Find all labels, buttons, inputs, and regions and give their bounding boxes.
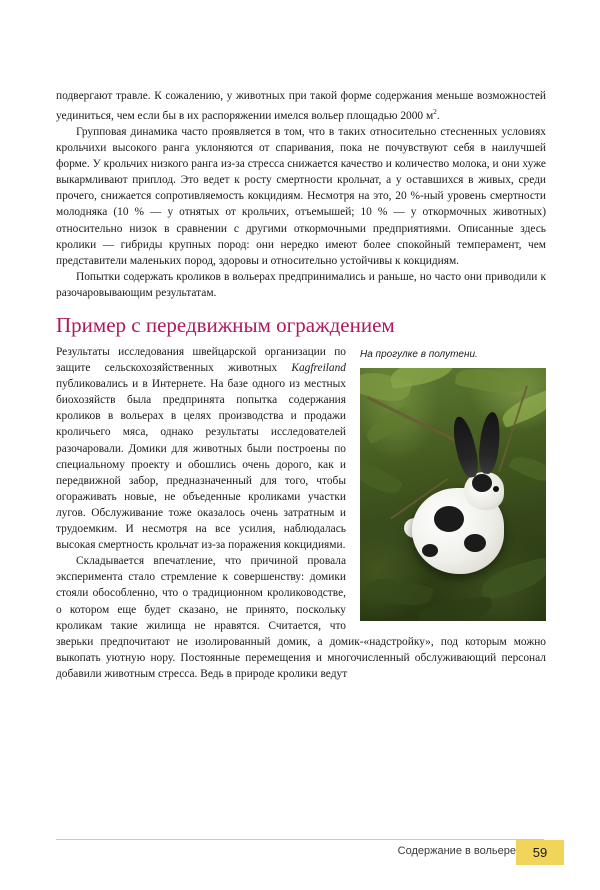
footer-divider: [56, 839, 544, 840]
paragraph-1-tail: .: [436, 109, 440, 122]
superscript-square: 2: [433, 107, 437, 117]
figure-caption: На прогулке в полутени.: [360, 349, 478, 361]
paragraph-4-part2: публиковались и в Интернете. На базе одного из местных биохозяйств была предпринята попытка содержания кроликов в вольерах в целях производства и продажи кроличьего мяса, однако результаты исследователей разочаровали. Домики для животных были построены по специальному проекту и обошлись очень дорого, как и передвижной забор, предназначенный для того, чтобы огораживать новые, не объеденные кроликами участки лугов. Обслуживание тоже оказалось очень затратным и трудоемким. И несмотря на все усилия, наблюдалась высокая смертность крольчат из-за поражения кокцидиями.: [56, 378, 346, 552]
paragraph-3: Попытки содержать кроликов в вольерах предпринимались и раньше, но часто они приводили к разочаровывающим результатам.: [56, 270, 546, 299]
page-number: 59: [532, 845, 548, 860]
running-title: Содержание в вольере: [397, 845, 516, 857]
figure-block: [360, 348, 546, 621]
paragraph-1-text: подвергают травле. К сожалению, у животных при такой форме содержания меньше возможностей уединиться, чем если бы в их распоряжении имелся вольер площадью 2000 м: [56, 90, 546, 122]
rabbit-spot: [434, 506, 464, 532]
paragraph-1: [56, 88, 546, 124]
rabbit-head-spot: [472, 474, 492, 492]
rabbit-spot: [464, 534, 486, 552]
page-footer: [0, 839, 600, 865]
page-number-badge: [516, 840, 564, 865]
rabbit-eye: [493, 486, 499, 492]
paragraph-2: Групповая динамика часто проявляется в том, что в таких относительно стесненных условиях крольчихи высокого ранга уклоняются от спаривания, пока не почувствуют себя в наилучшей форме. У крольчих низкого ранга из-за стресса снижается качество и количество молока, и они хуже выкармливают приплод. Это ведет к росту смертности крольчат, а у оставшихся в живых, среди прочего, снижается сопротивляемость кокцидиям. Несмотря на это, 20 %-ный уровень смертности молодняка (10 % — у отнятых от крольчих, отъемышей; 10 % — у откормочных животных) относительно низок в сравнении с другими откормочными предприятиями. Описанные здесь кролики — гибриды крупных пород: они нередко имеют более спокойный темперамент, чем представители маленьких пород, здоровы и относительно устойчивы к кокцидиям.: [56, 125, 546, 267]
rabbit-photo: [360, 368, 546, 621]
rabbit-spot: [422, 544, 438, 557]
organization-name: Kagfreiland: [291, 362, 346, 375]
section-heading: Пример с передвижным ограждением: [56, 313, 395, 338]
paragraph-4-part1: Результаты исследования швейцарской организации по защите сельскохозяйственных животных: [56, 346, 346, 375]
paragraph-5: Складывается впечатление, что причиной провала эксперимента стало стремление к совершенству: домики стояли обособленно, что о традиционном кролиководстве, о котором еще будет сказано, не принято, поскольку кроликам такие жилища не нравятся. Считается, что зверьки предпочитают не изолированный домик, а домик-«надстройку», под которым можно выкопать уютную нору. Постоянные перемещения и многочисленный обслуживающий персонал добавили животным стресса. Ведь в природе кролики ведут: [56, 555, 546, 680]
page-content: [56, 88, 546, 682]
